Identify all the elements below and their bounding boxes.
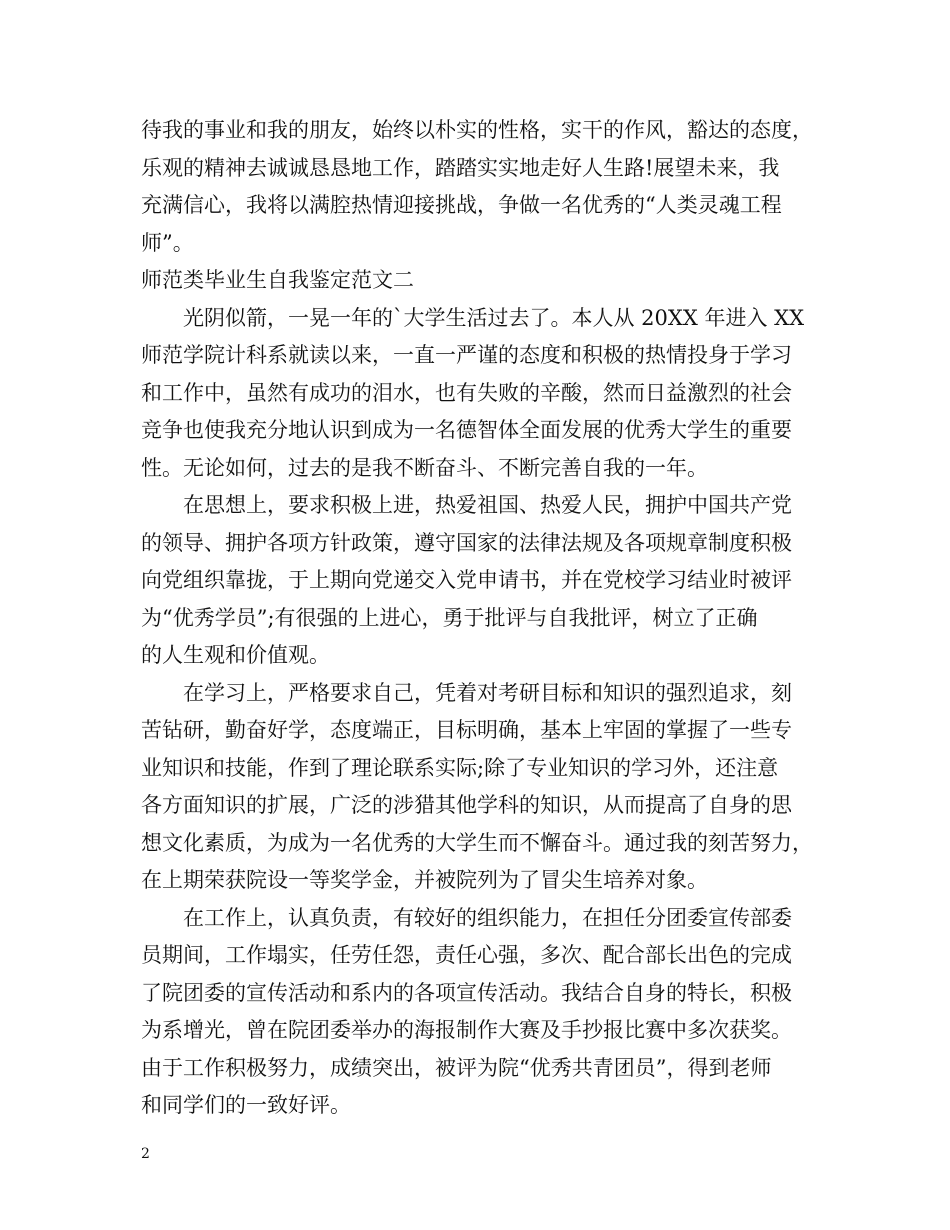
text-line: 乐观的精神去诚诚恳恳地工作，踏踏实实地走好人生路!展望未来，我	[141, 155, 780, 180]
text-line: 向党组织靠拢，于上期向党递交入党申请书，并在党校学习结业时被评	[141, 568, 792, 592]
text-line: 在工作上，认真负责，有较好的组织能力，在担任分团委宣传部委	[183, 905, 792, 930]
text-line: 充满信心，我将以满腔热情迎接挑战，争做一名优秀的“人类灵魂工程	[141, 193, 782, 217]
paragraph-work	[141, 900, 831, 1125]
page-number: 2	[141, 1146, 150, 1162]
text-line: 和工作中，虽然有成功的泪水，也有失败的辛酸，然而日益激烈的社会	[141, 380, 792, 405]
text-line: 各方面知识的扩展，广泛的涉猎其他学科的知识，从而提高了自身的思	[141, 793, 792, 817]
text-line: 在思想上，要求积极上进，热爱祖国、热爱人民，拥护中国共产党	[183, 493, 792, 517]
section-title: 师范类毕业生自我鉴定范文二	[141, 268, 414, 292]
text-line: 员期间，工作塌实，任劳任怨，责任心强，多次、配合部长出色的完成	[141, 943, 792, 967]
paragraph-study	[141, 675, 831, 900]
text-line: 在学习上，严格要求自己，凭着对考研目标和知识的强烈追求，刻	[183, 680, 792, 705]
paragraph-intro	[141, 300, 831, 488]
text-line: 为系增光，曾在院团委举办的海报制作大赛及手抄报比赛中多次获奖。	[141, 1018, 792, 1042]
text-line: 由于工作积极努力，成绩突出，被评为院“优秀共青团员”，得到老师	[141, 1055, 772, 1080]
text-line: 光阴似箭，一晃一年的`大学生活过去了。本人从 20XX 年进入 XX	[183, 305, 805, 330]
text-line: 想文化素质，为成为一名优秀的大学生而不懈奋斗。通过我的刻苦努力，	[141, 830, 813, 855]
text-line: 性。无论如何，过去的是我不断奋斗、不断完善自我的一年。	[141, 455, 708, 480]
text-line: 的人生观和价值观。	[141, 643, 330, 667]
text-line: 待我的事业和我的朋友，始终以朴实的性格，实干的作风，豁达的态度，	[141, 118, 813, 142]
text-line: 了院团委的宣传活动和系内的各项宣传活动。我结合自身的特长，积极	[141, 980, 792, 1005]
text-line: 和同学们的一致好评。	[141, 1093, 351, 1117]
text-line: 为“优秀学员”;有很强的上进心，勇于批评与自我批评，树立了正确	[141, 605, 758, 630]
document-body	[141, 112, 831, 1125]
text-line: 竞争也使我充分地认识到成为一名德智体全面发展的优秀大学生的重要	[141, 418, 792, 442]
text-line: 的领导、拥护各项方针政策，遵守国家的法律法规及各项规章制度积极	[141, 530, 792, 555]
paragraph-ideology	[141, 487, 831, 675]
text-line: 师”。	[141, 230, 194, 255]
text-line: 师范学院计科系就读以来，一直一严谨的态度和积极的热情投身于学习	[141, 343, 792, 367]
text-line: 在上期荣获院设一等奖学金，并被院列为了冒尖生培养对象。	[141, 868, 708, 892]
text-line: 苦钻研，勤奋好学，态度端正，目标明确，基本上牢固的掌握了一些专	[141, 718, 792, 742]
continuation-paragraph	[141, 112, 831, 262]
text-line: 业知识和技能，作到了理论联系实际;除了专业知识的学习外，还注意	[141, 755, 779, 780]
